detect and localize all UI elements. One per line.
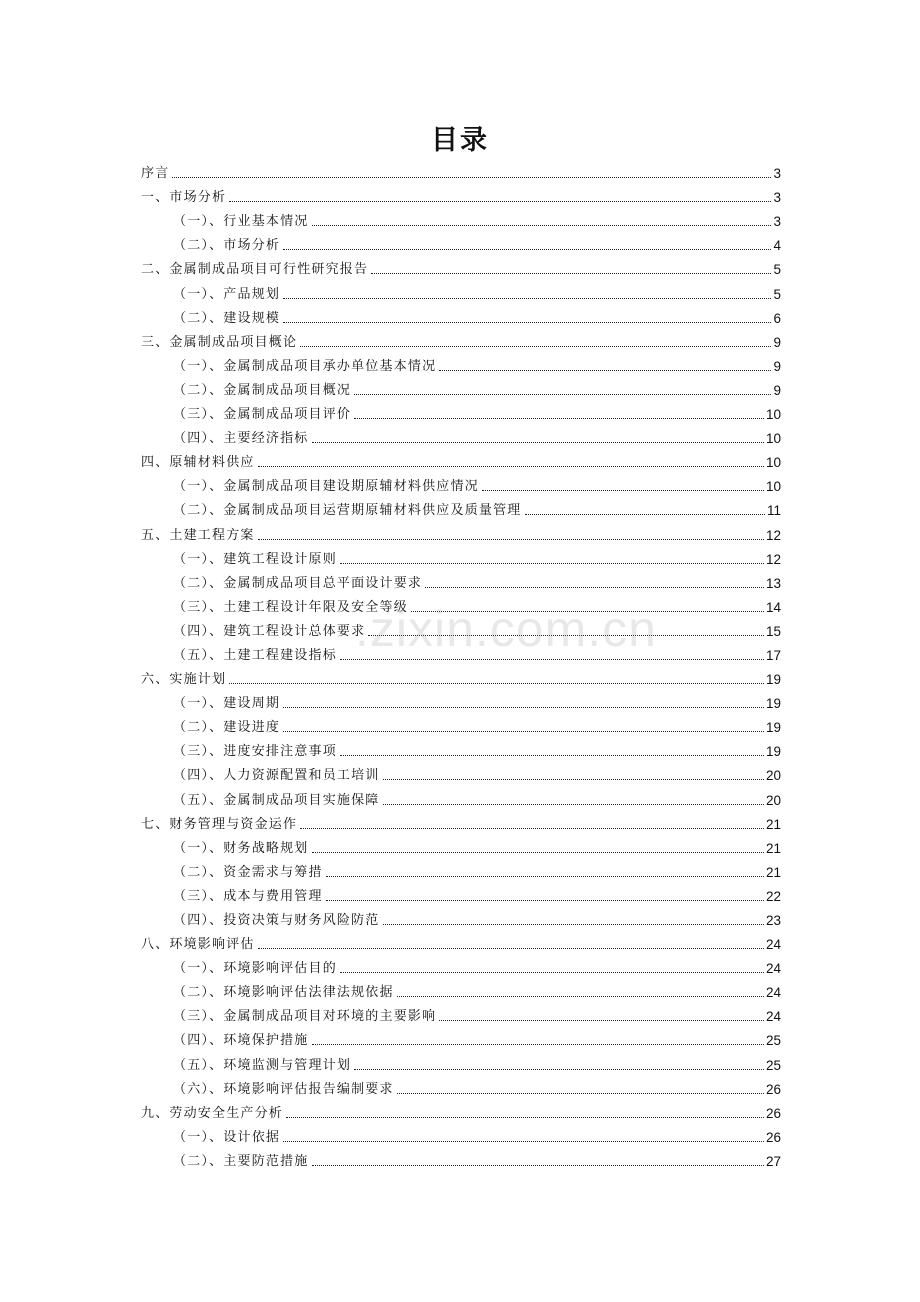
toc-entry-label: 一、市场分析: [141, 190, 227, 206]
toc-entry-label: （六）、环境影响评估报告编制要求: [173, 1081, 394, 1097]
toc-page-number: 21: [765, 840, 781, 856]
toc-section-link[interactable]: [141, 521, 781, 545]
toc-subsection-link[interactable]: [141, 979, 781, 1003]
toc-dot-leader: [326, 876, 764, 877]
watermark: .zixin.com.cn: [355, 601, 657, 657]
toc-section-link[interactable]: [141, 329, 781, 353]
toc-dot-leader: [172, 177, 771, 178]
toc-page-number: 9: [773, 358, 781, 374]
toc-subsection-link[interactable]: [141, 1148, 781, 1172]
toc-subsection-link[interactable]: [141, 473, 781, 497]
toc-dot-leader: [326, 900, 764, 901]
toc-subsection-link[interactable]: [141, 280, 781, 304]
toc-entry-label: （三）、金属制成品项目对环境的主要影响: [173, 1009, 437, 1025]
toc-subsection-link[interactable]: [141, 690, 781, 714]
toc-entry-label: 三、金属制成品项目概论: [141, 334, 298, 350]
toc-dot-leader: [283, 707, 764, 708]
toc-entry-label: 五、土建工程方案: [141, 527, 255, 543]
toc-entry-label: （一）、设计依据: [173, 1129, 281, 1145]
toc-section-link[interactable]: [141, 1100, 781, 1124]
toc-entry-label: （三）、成本与费用管理: [173, 888, 323, 904]
toc-dot-leader: [312, 1165, 764, 1166]
toc-entry-label: （三）、土建工程设计年限及安全等级: [173, 599, 408, 615]
toc-subsection-link[interactable]: [141, 401, 781, 425]
toc-subsection-link[interactable]: [141, 353, 781, 377]
toc-dot-leader: [312, 225, 772, 226]
toc-page-number: 11: [766, 503, 781, 519]
toc-dot-leader: [283, 249, 771, 250]
toc-page-number: 9: [773, 382, 781, 398]
toc-dot-leader: [383, 779, 764, 780]
toc-page-number: 4: [773, 238, 781, 254]
toc-title: 目录: [431, 125, 489, 156]
toc-subsection-link[interactable]: [141, 907, 781, 931]
toc-section-link[interactable]: [141, 666, 781, 690]
toc-page-number: 5: [773, 262, 781, 278]
toc-entry-label: （一）、金属制成品项目承办单位基本情况: [173, 358, 437, 374]
toc-entry-label: （二）、建设规模: [173, 310, 281, 326]
toc-entry-label: 四、原辅材料供应: [141, 455, 255, 471]
toc-subsection-link[interactable]: [141, 305, 781, 329]
toc-dot-leader: [258, 948, 764, 949]
toc-dot-leader: [258, 466, 764, 467]
toc-page-number: 24: [765, 985, 781, 1001]
toc-entry-label: 序言: [141, 166, 170, 182]
toc-entry-label: 九、劳动安全生产分析: [141, 1105, 284, 1121]
toc-subsection-link[interactable]: [141, 546, 781, 570]
toc-subsection-link[interactable]: [141, 208, 781, 232]
toc-page-number: 24: [765, 961, 781, 977]
toc-page-number: 23: [765, 913, 781, 928]
toc-page-number: 14: [765, 599, 781, 615]
toc-dot-leader: [383, 924, 764, 925]
toc-subsection-link[interactable]: [141, 859, 781, 883]
toc-subsection-link[interactable]: [141, 377, 781, 401]
toc-entry-label: （五）、环境监测与管理计划: [173, 1057, 352, 1073]
toc-subsection-link[interactable]: [141, 642, 781, 666]
toc-entry-label: （二）、资金需求与筹措: [173, 864, 323, 880]
toc-dot-leader: [439, 370, 771, 371]
toc-entry-label: （三）、金属制成品项目评价: [173, 407, 352, 423]
toc-page-number: 6: [773, 310, 781, 326]
toc-subsection-link[interactable]: [141, 786, 781, 810]
toc-section-link[interactable]: [141, 160, 781, 184]
toc-entry-label: 八、环境影响评估: [141, 937, 255, 953]
toc-page-number: 15: [765, 623, 781, 639]
toc-entry-label: （二）、市场分析: [173, 238, 281, 254]
toc-page-number: 27: [765, 1153, 781, 1169]
toc-dot-leader: [439, 1020, 764, 1021]
toc-page-number: 12: [765, 527, 781, 543]
toc-entry-label: （四）、建筑工程设计总体要求: [173, 623, 366, 639]
toc-entry-label: （一）、环境影响评估目的: [173, 961, 337, 977]
toc-dot-leader: [425, 587, 764, 588]
toc-entry-label: （一）、行业基本情况: [173, 214, 309, 230]
toc-section-link[interactable]: [141, 184, 781, 208]
toc-subsection-link[interactable]: [141, 955, 781, 979]
toc-page-number: 10: [765, 407, 781, 423]
toc-entry-label: （一）、建筑工程设计原则: [173, 551, 337, 567]
toc-page-number: 13: [765, 575, 781, 591]
toc-entry-label: （四）、人力资源配置和员工培训: [173, 768, 380, 784]
toc-page-number: 19: [765, 744, 781, 760]
toc-dot-leader: [286, 1117, 764, 1118]
toc-page-number: 3: [773, 214, 781, 230]
toc-page-number: 20: [765, 792, 781, 808]
toc-page-number: 19: [765, 672, 781, 688]
toc-dot-leader: [283, 298, 771, 299]
toc-page-number: 20: [765, 768, 781, 784]
toc-page-number: 21: [765, 816, 781, 832]
toc-entry-label: （一）、财务战略规划: [173, 840, 309, 856]
toc-dot-leader: [340, 563, 764, 564]
toc-page-number: 24: [765, 1009, 781, 1025]
toc-subsection-link[interactable]: [141, 714, 781, 738]
toc-entry-label: （一）、金属制成品项目建设期原辅材料供应情况: [173, 479, 479, 495]
table-of-contents: [141, 160, 781, 1172]
toc-dot-leader: [354, 1069, 764, 1070]
toc-entry-label: （四）、投资决策与财务风险防范: [173, 913, 380, 928]
toc-dot-leader: [258, 539, 764, 540]
toc-subsection-link[interactable]: [141, 594, 781, 618]
toc-dot-leader: [368, 635, 764, 636]
toc-dot-leader: [312, 852, 764, 853]
toc-page-number: 10: [765, 455, 781, 471]
toc-page-number: 9: [773, 334, 781, 350]
toc-dot-leader: [229, 683, 764, 684]
toc-page-number: 3: [773, 166, 781, 182]
toc-subsection-link[interactable]: [141, 1076, 781, 1100]
toc-page-number: 5: [773, 286, 781, 302]
toc-entry-label: （二）、建设进度: [173, 720, 281, 736]
toc-page-number: 10: [765, 431, 781, 447]
toc-entry-label: （二）、金属制成品项目运营期原辅材料供应及质量管理: [173, 503, 522, 519]
toc-subsection-link[interactable]: [141, 1124, 781, 1148]
toc-entry-label: （三）、进度安排注意事项: [173, 744, 337, 760]
toc-subsection-link[interactable]: [141, 762, 781, 786]
toc-subsection-link[interactable]: [141, 1051, 781, 1075]
toc-subsection-link[interactable]: [141, 1003, 781, 1027]
toc-subsection-link[interactable]: [141, 835, 781, 859]
toc-dot-leader: [411, 611, 764, 612]
toc-dot-leader: [312, 442, 764, 443]
toc-page-number: 22: [765, 888, 781, 904]
toc-dot-leader: [383, 804, 764, 805]
toc-page-number: 25: [765, 1033, 781, 1049]
toc-dot-leader: [283, 731, 764, 732]
toc-dot-leader: [525, 514, 765, 515]
toc-subsection-link[interactable]: [141, 497, 781, 521]
toc-page-number: 12: [765, 551, 781, 567]
toc-dot-leader: [300, 346, 771, 347]
toc-dot-leader: [283, 322, 771, 323]
toc-subsection-link[interactable]: [141, 883, 781, 907]
toc-page-number: 25: [765, 1057, 781, 1073]
toc-dot-leader: [397, 1093, 764, 1094]
toc-entry-label: 二、金属制成品项目可行性研究报告: [141, 262, 369, 278]
toc-section-link[interactable]: [141, 811, 781, 835]
toc-entry-label: （一）、产品规划: [173, 286, 281, 302]
toc-entry-label: （二）、金属制成品项目概况: [173, 382, 352, 398]
toc-page-number: 19: [765, 720, 781, 736]
toc-dot-leader: [312, 1044, 764, 1045]
toc-entry-label: （四）、环境保护措施: [173, 1033, 309, 1049]
toc-page-number: 26: [765, 1081, 781, 1097]
toc-entry-label: （五）、金属制成品项目实施保障: [173, 792, 380, 808]
toc-subsection-link[interactable]: [141, 738, 781, 762]
toc-page-number: 3: [773, 190, 781, 206]
toc-entry-label: 七、财务管理与资金运作: [141, 816, 298, 832]
toc-section-link[interactable]: [141, 931, 781, 955]
toc-subsection-link[interactable]: [141, 425, 781, 449]
toc-subsection-link[interactable]: [141, 232, 781, 256]
toc-dot-leader: [482, 490, 764, 491]
toc-dot-leader: [340, 755, 764, 756]
toc-dot-leader: [340, 659, 764, 660]
toc-dot-leader: [283, 1141, 764, 1142]
toc-page-number: 17: [765, 647, 781, 663]
toc-entry-label: （五）、土建工程建设指标: [173, 647, 337, 663]
toc-entry-label: 六、实施计划: [141, 672, 227, 688]
toc-dot-leader: [354, 394, 771, 395]
toc-page-number: 26: [765, 1129, 781, 1145]
toc-section-link[interactable]: [141, 449, 781, 473]
toc-page-number: 10: [765, 479, 781, 495]
toc-dot-leader: [354, 418, 764, 419]
toc-entry-label: （一）、建设周期: [173, 696, 281, 712]
toc-entry-label: （二）、金属制成品项目总平面设计要求: [173, 575, 423, 591]
toc-subsection-link[interactable]: [141, 570, 781, 594]
toc-subsection-link[interactable]: [141, 1027, 781, 1051]
toc-section-link[interactable]: [141, 256, 781, 280]
toc-dot-leader: [300, 828, 764, 829]
toc-dot-leader: [397, 996, 764, 997]
toc-page-number: 19: [765, 696, 781, 712]
toc-dot-leader: [229, 201, 771, 202]
toc-entry-label: （二）、环境影响评估法律法规依据: [173, 985, 394, 1001]
toc-entry-label: （四）、主要经济指标: [173, 431, 309, 447]
toc-dot-leader: [371, 273, 771, 274]
toc-dot-leader: [340, 972, 764, 973]
toc-page-number: 26: [765, 1105, 781, 1121]
toc-entry-label: （二）、主要防范措施: [173, 1153, 309, 1169]
toc-page-number: 24: [765, 937, 781, 953]
toc-page-number: 21: [765, 864, 781, 880]
toc-subsection-link[interactable]: [141, 618, 781, 642]
